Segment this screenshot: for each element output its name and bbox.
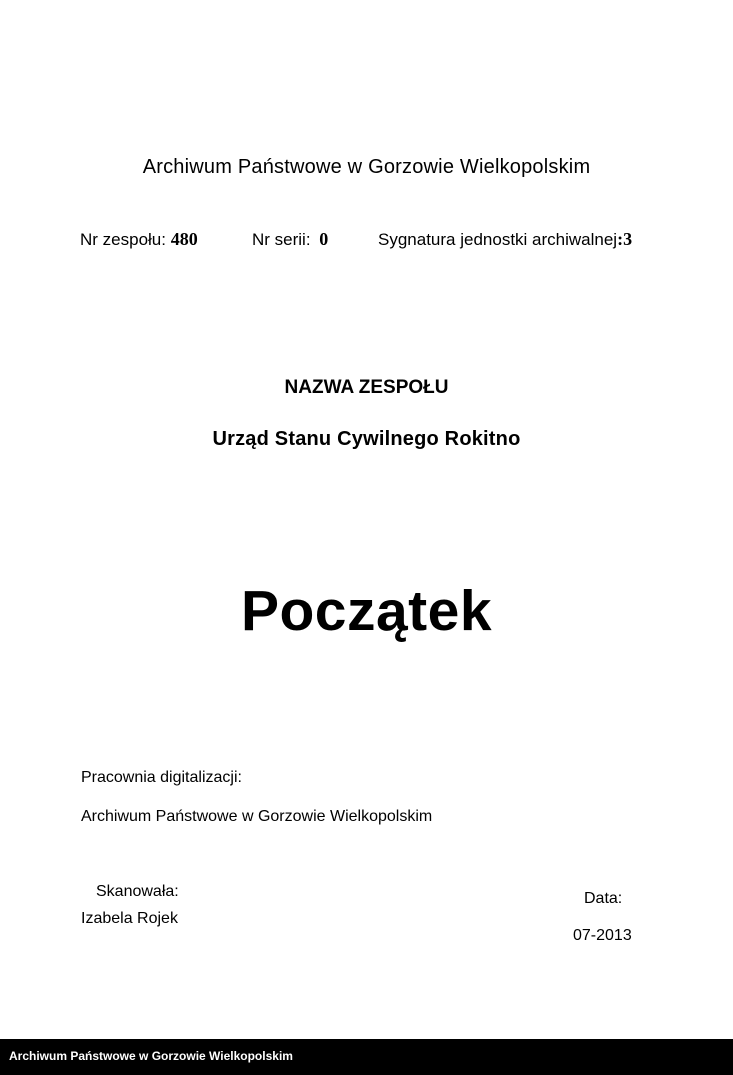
- scanned-label: Skanowała:: [96, 883, 179, 900]
- fonds-number-label: Nr zespołu:: [80, 230, 166, 249]
- scanned-by: Izabela Rojek: [81, 910, 178, 927]
- footer-archive-name: Archiwum Państwowe w Gorzowie Wielkopolskim: [9, 1049, 293, 1063]
- series-number-label: Nr serii:: [252, 230, 311, 249]
- series-number: [252, 229, 328, 250]
- archival-signature: [378, 229, 632, 250]
- workshop-name: Archiwum Państwowe w Gorzowie Wielkopolskim: [81, 808, 433, 825]
- fonds-number-value: 480: [170, 229, 198, 249]
- fonds-number: [80, 229, 198, 250]
- date-label: Data:: [584, 890, 623, 907]
- workshop-label: Pracownia digitalizacji:: [81, 769, 242, 786]
- document-marker: Początek: [240, 579, 493, 643]
- archival-signature-label: Sygnatura jednostki archiwalnej: [378, 230, 618, 249]
- archival-signature-value: :3: [617, 229, 633, 249]
- archive-title: Archiwum Państwowe w Gorzowie Wielkopolskim: [142, 156, 591, 178]
- fonds-heading: NAZWA ZESPOŁU: [284, 377, 449, 398]
- date-value: 07-2013: [573, 927, 632, 944]
- fonds-name: Urząd Stanu Cywilnego Rokitno: [212, 428, 521, 450]
- series-number-value: 0: [319, 229, 329, 249]
